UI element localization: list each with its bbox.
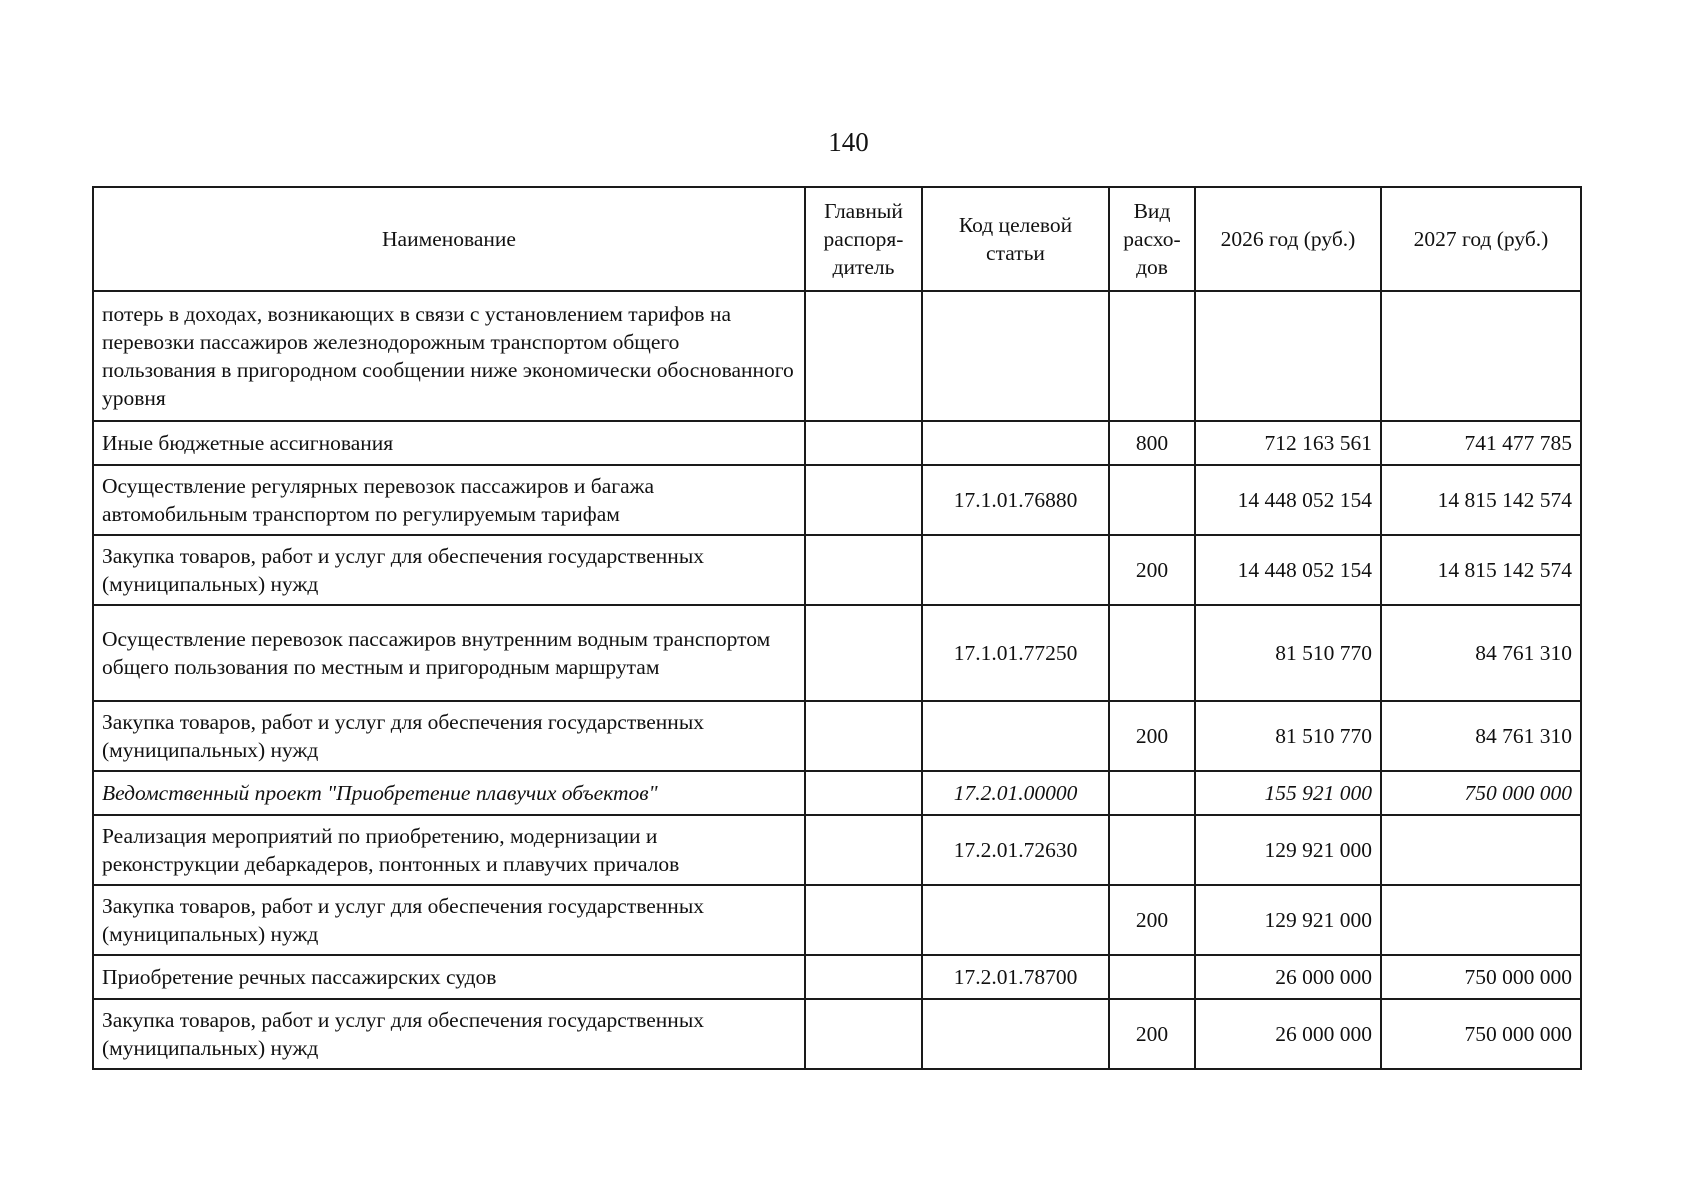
cell-kind bbox=[1109, 465, 1195, 535]
cell-amount-2026: 14 448 052 154 bbox=[1195, 465, 1381, 535]
cell-manager bbox=[805, 465, 922, 535]
cell-amount-2026: 26 000 000 bbox=[1195, 955, 1381, 999]
cell-amount-2026: 129 921 000 bbox=[1195, 885, 1381, 955]
cell-name: Закупка товаров, работ и услуг для обеспечения государственных (муниципальных) нужд bbox=[93, 535, 805, 605]
cell-code: 17.1.01.76880 bbox=[922, 465, 1109, 535]
cell-name: Иные бюджетные ассигнования bbox=[93, 421, 805, 465]
cell-kind: 200 bbox=[1109, 701, 1195, 771]
cell-code: 17.2.01.00000 bbox=[922, 771, 1109, 815]
cell-code bbox=[922, 291, 1109, 421]
cell-code: 17.2.01.72630 bbox=[922, 815, 1109, 885]
cell-code bbox=[922, 885, 1109, 955]
cell-name: Закупка товаров, работ и услуг для обеспечения государственных (муниципальных) нужд bbox=[93, 999, 805, 1069]
table-body bbox=[93, 291, 1581, 1069]
cell-name: Осуществление регулярных перевозок пассажиров и багажа автомобильным транспортом по регулируемым тарифам bbox=[93, 465, 805, 535]
cell-amount-2027: 14 815 142 574 bbox=[1381, 465, 1581, 535]
cell-manager bbox=[805, 535, 922, 605]
cell-kind: 800 bbox=[1109, 421, 1195, 465]
cell-manager bbox=[805, 955, 922, 999]
cell-kind: 200 bbox=[1109, 999, 1195, 1069]
cell-amount-2026: 712 163 561 bbox=[1195, 421, 1381, 465]
cell-name: Приобретение речных пассажирских судов bbox=[93, 955, 805, 999]
cell-amount-2027: 750 000 000 bbox=[1381, 999, 1581, 1069]
cell-amount-2027: 14 815 142 574 bbox=[1381, 535, 1581, 605]
header-code: Код целевой статьи bbox=[922, 187, 1109, 291]
table-row bbox=[93, 291, 1581, 421]
cell-amount-2026: 155 921 000 bbox=[1195, 771, 1381, 815]
table-row bbox=[93, 701, 1581, 771]
cell-code bbox=[922, 421, 1109, 465]
cell-kind bbox=[1109, 291, 1195, 421]
cell-name: Закупка товаров, работ и услуг для обеспечения государственных (муниципальных) нужд bbox=[93, 885, 805, 955]
cell-name: потерь в доходах, возникающих в связи с установлением тарифов на перевозки пассажиров железнодорожным транспортом общего пользования в пригородном сообщении ниже экономически обоснованного уровня bbox=[93, 291, 805, 421]
cell-code bbox=[922, 535, 1109, 605]
table-row bbox=[93, 955, 1581, 999]
header-manager: Главный распоря-дитель bbox=[805, 187, 922, 291]
table-row bbox=[93, 999, 1581, 1069]
cell-kind: 200 bbox=[1109, 885, 1195, 955]
cell-amount-2026: 14 448 052 154 bbox=[1195, 535, 1381, 605]
header-year-2026: 2026 год (руб.) bbox=[1195, 187, 1381, 291]
header-name: Наименование bbox=[93, 187, 805, 291]
cell-manager bbox=[805, 999, 922, 1069]
table-header bbox=[93, 187, 1581, 291]
cell-manager bbox=[805, 291, 922, 421]
table-row-project bbox=[93, 771, 1581, 815]
cell-manager bbox=[805, 815, 922, 885]
cell-manager bbox=[805, 701, 922, 771]
page-number: 140 bbox=[828, 127, 869, 157]
cell-kind bbox=[1109, 605, 1195, 701]
cell-amount-2026: 81 510 770 bbox=[1195, 701, 1381, 771]
cell-kind bbox=[1109, 771, 1195, 815]
cell-amount-2027: 84 761 310 bbox=[1381, 605, 1581, 701]
table-row bbox=[93, 421, 1581, 465]
cell-name: Закупка товаров, работ и услуг для обеспечения государственных (муниципальных) нужд bbox=[93, 701, 805, 771]
header-year-2027: 2027 год (руб.) bbox=[1381, 187, 1581, 291]
cell-amount-2027: 84 761 310 bbox=[1381, 701, 1581, 771]
cell-kind bbox=[1109, 955, 1195, 999]
cell-amount-2027: 750 000 000 bbox=[1381, 955, 1581, 999]
table-row bbox=[93, 815, 1581, 885]
cell-manager bbox=[805, 771, 922, 815]
cell-kind: 200 bbox=[1109, 535, 1195, 605]
cell-amount-2026: 81 510 770 bbox=[1195, 605, 1381, 701]
cell-name: Ведомственный проект "Приобретение плавучих объектов" bbox=[93, 771, 805, 815]
cell-amount-2027: 750 000 000 bbox=[1381, 771, 1581, 815]
cell-manager bbox=[805, 885, 922, 955]
table-row bbox=[93, 465, 1581, 535]
cell-amount-2026 bbox=[1195, 291, 1381, 421]
table-row bbox=[93, 605, 1581, 701]
cell-amount-2026: 26 000 000 bbox=[1195, 999, 1381, 1069]
cell-name: Реализация мероприятий по приобретению, модернизации и реконструкции дебаркадеров, понтонных и плавучих причалов bbox=[93, 815, 805, 885]
cell-code bbox=[922, 701, 1109, 771]
cell-amount-2026: 129 921 000 bbox=[1195, 815, 1381, 885]
header-kind: Вид расхо-дов bbox=[1109, 187, 1195, 291]
cell-name: Осуществление перевозок пассажиров внутренним водным транспортом общего пользования по местным и пригородным маршрутам bbox=[93, 605, 805, 701]
cell-amount-2027 bbox=[1381, 291, 1581, 421]
cell-amount-2027 bbox=[1381, 885, 1581, 955]
cell-kind bbox=[1109, 815, 1195, 885]
table-row bbox=[93, 885, 1581, 955]
cell-amount-2027 bbox=[1381, 815, 1581, 885]
cell-code bbox=[922, 999, 1109, 1069]
budget-table bbox=[92, 186, 1582, 1070]
cell-code: 17.1.01.77250 bbox=[922, 605, 1109, 701]
cell-amount-2027: 741 477 785 bbox=[1381, 421, 1581, 465]
cell-code: 17.2.01.78700 bbox=[922, 955, 1109, 999]
table-row bbox=[93, 535, 1581, 605]
cell-manager bbox=[805, 605, 922, 701]
header-row bbox=[93, 187, 1581, 291]
cell-manager bbox=[805, 421, 922, 465]
